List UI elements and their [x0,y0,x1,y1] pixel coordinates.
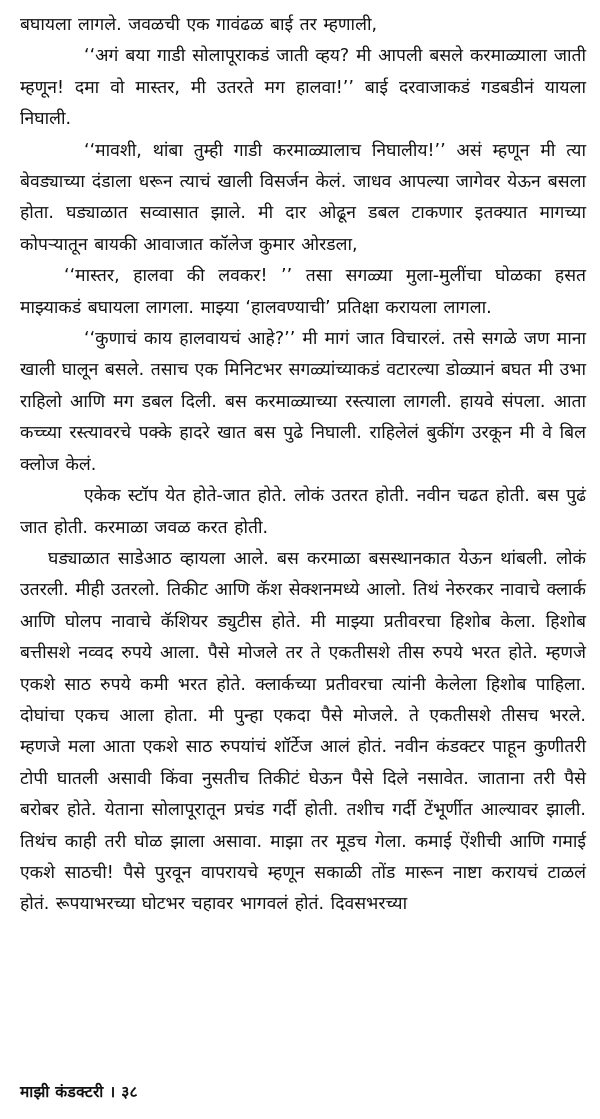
page-body [20,10,586,921]
paragraph-6: एकेक स्टॉप येत होते-जात होते. लोकं उतरत होती. नवीन चढत होती. बस पुढं जात होती. करमाळा जवळ करत होती. [20,486,586,538]
paragraph-3: ‘‘मावशी, थांबा तुम्ही गाडी करमाळ्यालाच निघालीय!’’ असं म्हणून मी त्या बेवड्याच्या दंडाला धरून त्याचं खाली विसर्जन केलं. जाधव आपल्या जागेवर येऊन बसला होता. घड्याळात सव्वासात झाले. मी दार ओढून डबल टाकणार इतक्यात मागच्या कोपऱ्यातून बायकी आवाजात कॉलेज कुमार ओरडला, [20,140,586,255]
paragraph-4: ‘‘मास्तर, हालवा की लवकर! ’’ तसा सगळ्या मुला-मुलींचा घोळका हसत माझ्याकडं बघायला लागला. माझ्या ‘हालवण्याची’ प्रतिक्षा करायला लागला. [20,266,586,318]
page-footer: माझी कंडक्टरी । ३८ [20,1083,138,1101]
paragraph-1: बघायला लागले. जवळची एक गावंढळ बाई तर म्हणाली, [20,15,378,35]
paragraph-2: ‘‘अगं बया गाडी सोलापूराकडं जाती व्हय? मी आपली बसले करमाळ्याला जाती म्हणून! दमा वो मास्तर, मी उतरते मग हालवा!’’ बाई दरवाजाकडं गडबडीनं यायला निघाली. [20,46,586,130]
paragraph-5: ‘‘कुणाचं काय हालवायचं आहे?’’ मी मागं जात विचारलं. तसे सगळे जण माना खाली घालून बसले. तसाच एक मिनिटभर सगळ्यांच्याकडं वटारल्या डोळ्यानं बघत मी उभा राहिलो आणि मग डबल दिली. बस करमाळ्याच्या रस्त्याला लागली. हायवे संपला. आता कच्च्या रस्त्यावरचे पक्के हादरे खात बस पुढे निघाली. राहिलेलं बुकींग उरकून मी वे बिल क्लोज केलं. [20,329,586,475]
paragraph-7: घड्याळात साडेआठ व्हायला आले. बस करमाळा बसस्थानकात येऊन थांबली. लोकं उतरली. मीही उतरलो. तिकीट आणि कॅश सेक्शनमध्ये आलो. तिथं नेरुरकर नावाचे क्लार्क आणि घोलप नावाचे कॅशियर ड्युटीस होते. मी माझ्या प्रतीवरचा हिशोब केला. हिशोब बत्तीसशे नव्वद रुपये आला. पैसे मोजले तर ते एकतीसशे तीस रुपये भरत होते. म्हणजे एकशे साठ रुपये कमी भरत होते. क्लार्कच्या प्रतीवरचा त्यांनी केलेला हिशोब पाहिला. दोघांचा एकच आला होता. मी पुन्हा एकदा पैसे मोजले. ते एकतीसशे तीसच भरले. म्हणजे मला आता एकशे साठ रुपयांचं शॉर्टेज आलं होतं. नवीन कंडक्टर पाहून कुणीतरी टोपी घातली असावी किंवा नुसतीच तिकीटं घेऊन पैसे दिले नसावेत. जाताना तरी पैसे बरोबर होते. येताना सोलापूरातून प्रचंड गर्दी होती. तशीच गर्दी टेंभूर्णीत आल्यावर झाली. तिथंच काही तरी घोळ झाला असावा. माझा तर मूडच गेला. कमाई ऐंशीची आणि गमाई एकशे साठची! पैसे पुरवून वापरायचे म्हणून सकाळी तोंड मारून नाष्टा करायचं टाळलं होतं. रूपयाभरच्या घोटभर चहावर भागवलं होतं. दिवसभरच्या [20,548,586,915]
